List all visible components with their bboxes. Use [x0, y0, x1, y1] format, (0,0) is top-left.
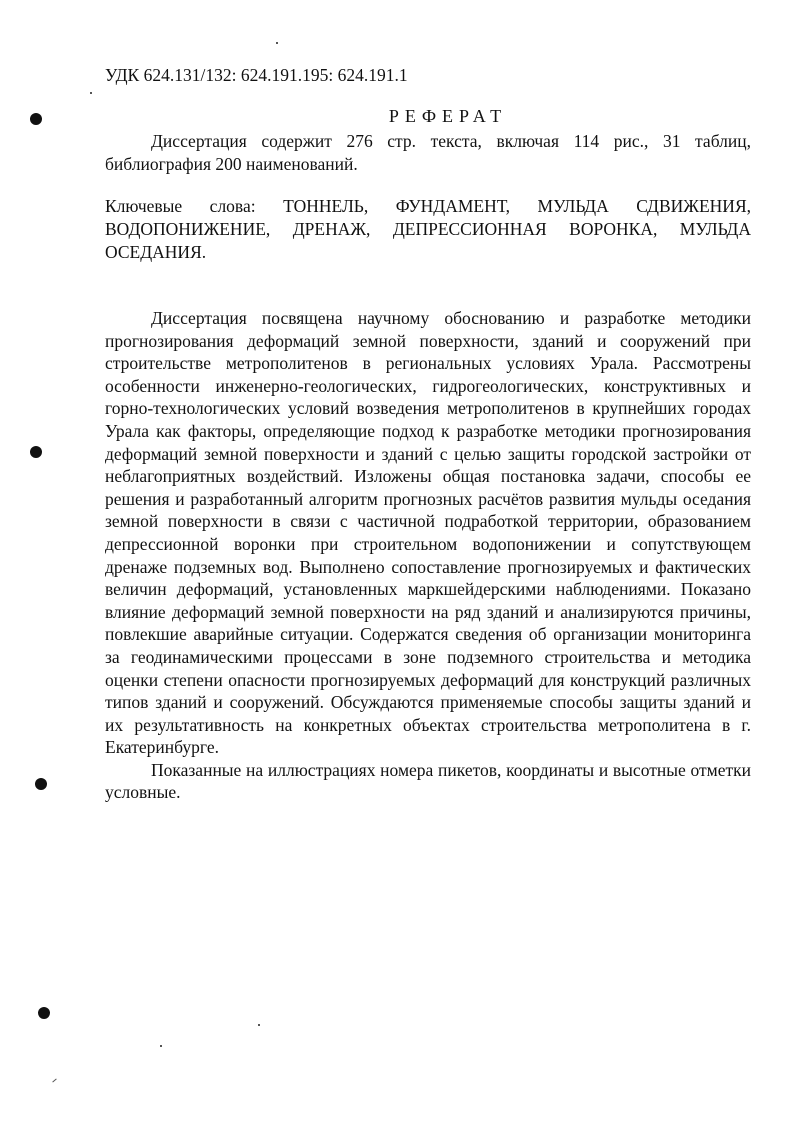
abstract-body [105, 307, 751, 804]
scan-speck [52, 1079, 56, 1083]
binder-hole-mark [30, 446, 42, 458]
abstract-paragraph: Показанные на иллюстрациях номера пикетов, координаты и высотные отметки условные. [105, 759, 751, 803]
intro-paragraph: Диссертация содержит 276 стр. текста, включая 114 рис., 31 таблиц, библиография 200 наименований. [105, 131, 751, 174]
scan-speck [160, 1045, 162, 1047]
keywords-list: ТОННЕЛЬ, ФУНДАМЕНТ, МУЛЬДА СДВИЖЕНИЯ, ВОДОПОНИЖЕНИЕ, ДРЕНАЖ, ДЕПРЕССИОННАЯ ВОРОНКА, МУЛЬДА ОСЕДАНИЯ. [105, 196, 751, 262]
binder-hole-mark [30, 113, 42, 125]
keywords-label: Ключевые слова: [105, 196, 256, 216]
scan-speck [90, 92, 92, 94]
binder-hole-mark [35, 778, 47, 790]
binder-hole-mark [38, 1007, 50, 1019]
keywords-block [105, 195, 751, 264]
abstract-paragraph: Диссертация посвящена научному обоснованию и разработке методики прогнозирования деформаций земной поверхности, зданий и сооружений при строительстве метрополитенов в региональных условиях Урала. Рассмотрены особенности инженерно-геологических, гидрогеологических, конструктивных и горно-технологических условий возведения метрополитенов в крупнейших городах Урала как факторы, определяющие подход к разработке методики прогнозирования деформаций земной поверхности и зданий с целью защиты городской застройки от неблагоприятных воздействий. Изложены общая постановка задачи, способы ее решения и разработанный алгоритм прогнозных расчётов развития мульды оседания земной поверхности в связи с частичной подработкой территории, образованием депрессионной воронки при строительном водопонижении и сопутствующем дренаже подземных вод. Выполнено сопоставление прогнозируемых и фактических величин деформаций, установленных маркшейдерскими наблюдениями. Показано влияние деформаций земной поверхности на ряд зданий и анализируются причины, повлекшие аварийные ситуации. Содержатся сведения об организации мониторинга за геодинамическими процессами в зоне подземного строительства и методика оценки степени опасности прогнозируемых деформаций для конструкций различных типов зданий и сооружений. Обсуждаются применяемые способы защиты зданий и их результативность на конкретных объектах строительства метрополитена в г. Екатеринбурге. [105, 308, 751, 758]
scan-speck [258, 1024, 260, 1026]
page-title: РЕФЕРАТ [388, 106, 508, 126]
scan-speck [276, 42, 278, 44]
udk-line: УДК 624.131/132: 624.191.195: 624.191.1 [105, 65, 408, 85]
